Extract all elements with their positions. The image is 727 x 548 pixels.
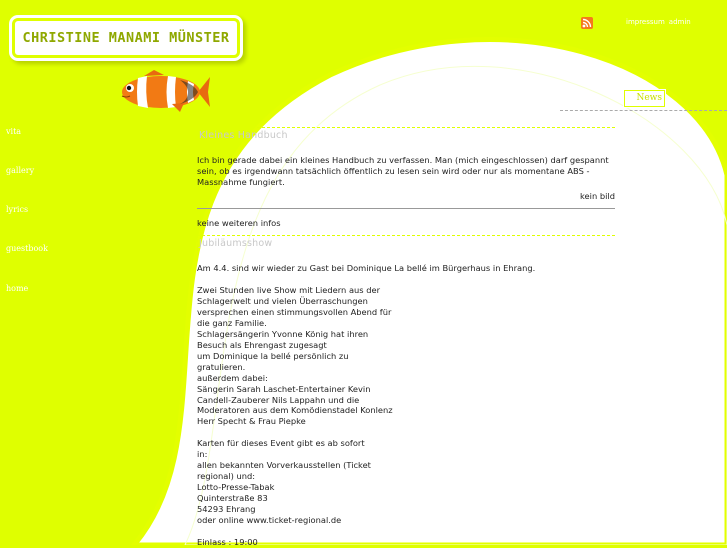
- admin-link[interactable]: admin: [668, 18, 691, 26]
- section-title: Jubiläumsshow: [197, 235, 615, 251]
- divider: [197, 208, 615, 209]
- image-note: kein bild: [580, 191, 615, 201]
- clownfish-icon: [114, 70, 210, 114]
- nav-home[interactable]: home: [6, 284, 29, 293]
- nav-vita[interactable]: vita: [6, 127, 22, 136]
- section-text: Ich bin gerade dabei ein kleines Handbuch zu verfassen. Man (mich eingeschlossen) darf gespannt sein, ob es irgendwann tatsächlich öffentlich zu lesen sein wird oder nur als momentane ABS - Massnahme fungiert.: [197, 155, 609, 187]
- section-body: Zwei Stunden live Show mit Liedern aus der Schlagerwelt und vielen Überraschungen versprechen einen stimmungsvollen Abend für die ganz Familie. Schlagersängerin Yvonne König hat ihren Besuch als Ehrengast zugesagt um Dominique la bellé persönlich zu gratulieren. außerdem dabei: Sängerin Sarah Laschet-Entertainer Kevin Candell-Zauberer Nils Lappahn und die Moderatoren aus dem Komödienstadel Konlenz Herr Specht & Frau Piepke Karten für dieses Event gibt es ab sofort in: allen bekannten Vorverkausstellen (Ticket regional) und: Lotto-Presse-Tabak Quinterstraße 83 54293 Ehrang oder online www.ticket-regional.de Einlass : 19:00: [197, 285, 393, 547]
- section-title: Kleines Handbuch: [197, 127, 615, 143]
- nav-lyrics[interactable]: lyrics: [6, 205, 29, 214]
- site-title[interactable]: CHRISTINE MANAMI MÜNSTER: [12, 18, 240, 58]
- nav-guestbook[interactable]: guestbook: [6, 244, 48, 253]
- nav-gallery[interactable]: gallery: [6, 166, 35, 175]
- rss-icon[interactable]: [581, 17, 593, 29]
- content: [197, 127, 615, 548]
- section-intro: Am 4.4. sind wir wieder zu Gast bei Dominique La bellé im Bürgerhaus in Ehrang.: [197, 263, 536, 273]
- info-text: keine weiteren infos: [197, 218, 281, 228]
- impressum-link[interactable]: impressum: [626, 18, 665, 26]
- news-button[interactable]: News: [624, 90, 665, 107]
- top-links: [626, 18, 695, 26]
- divider-line: [560, 110, 727, 111]
